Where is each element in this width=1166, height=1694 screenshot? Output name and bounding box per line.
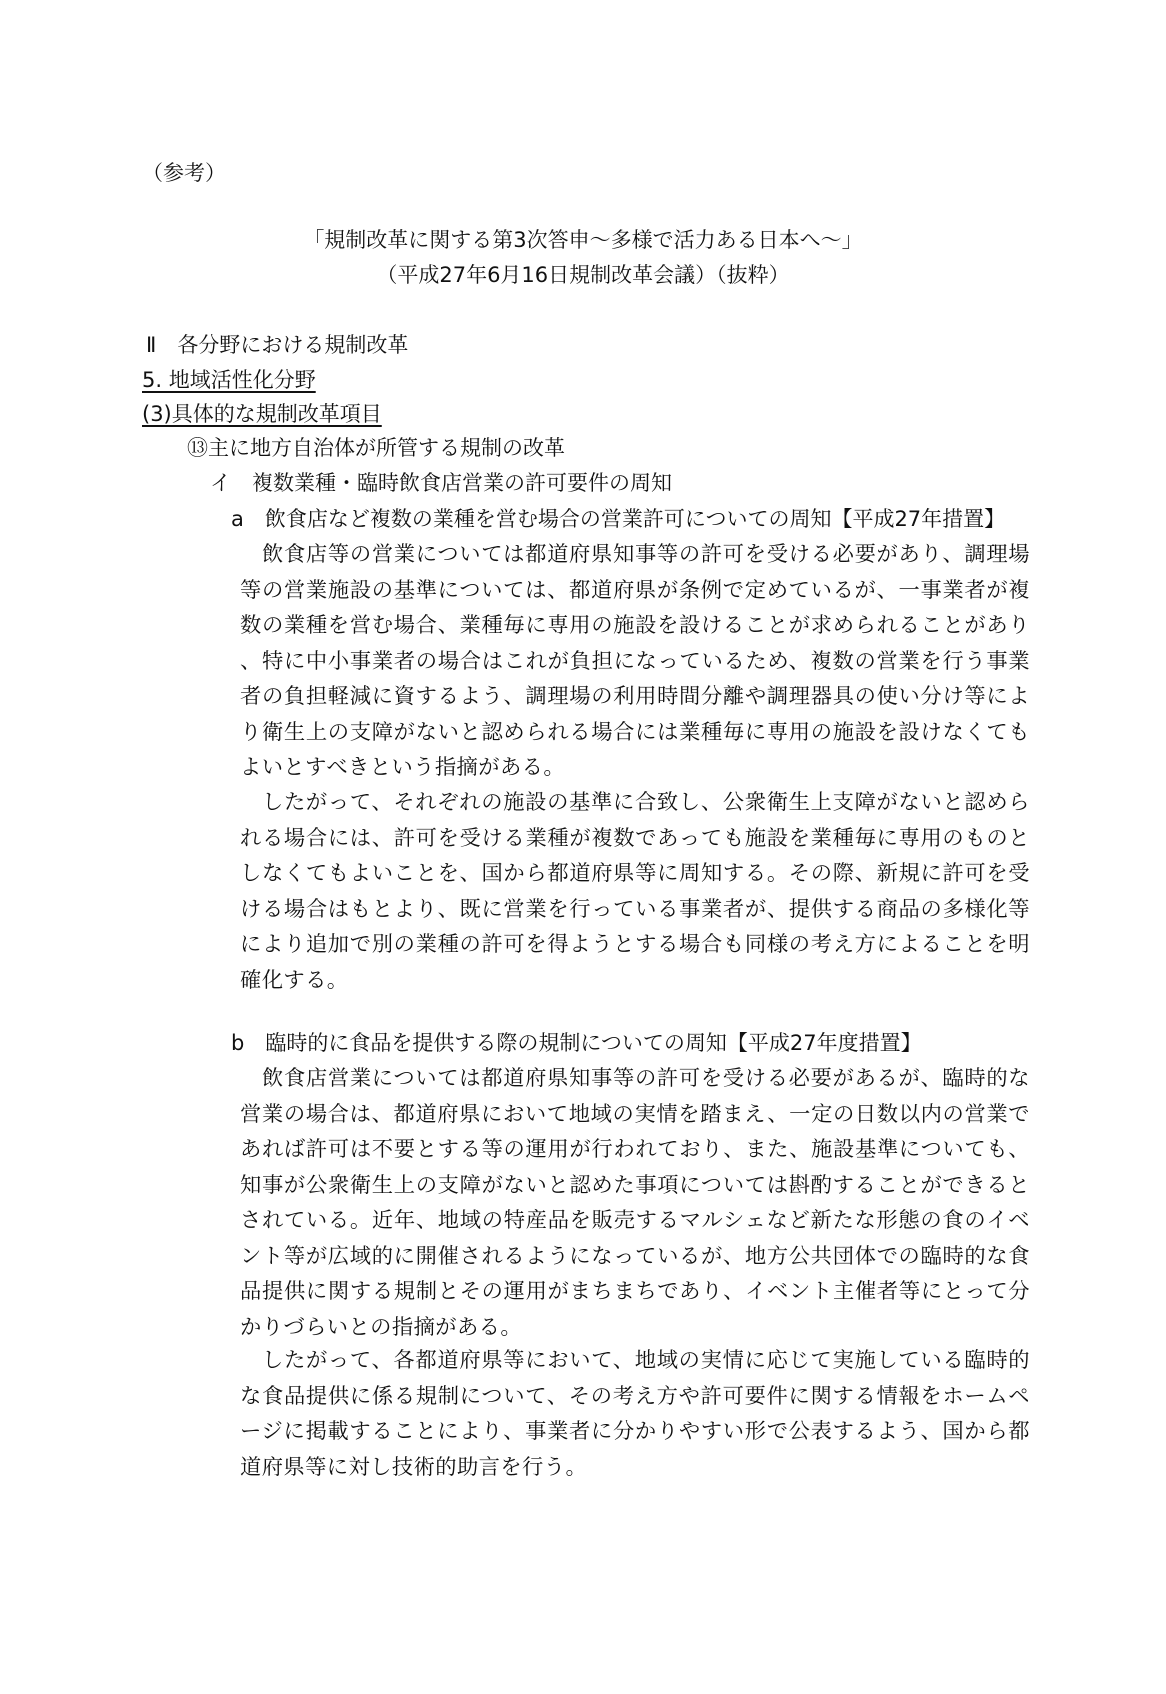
item-b-paragraph-2: したがって、各都道府県等において、地域の実情に応じて実施している臨時的な食品提供に係る規制について、その考え方や許可要件に関する情報をホームページに掲載することにより、事業者に分かりやすい形で公表するよう、国から都道府県等に対し技術的助言を行う。 [240,1348,1030,1480]
report-title: 「規制改革に関する第3次答申～多様で活力ある日本へ～」 [303,228,863,252]
section-heading: 5. 地域活性化分野 [142,368,316,392]
item-b-heading: b 臨時的に食品を提供する際の規制についての周知【平成27年度措置】 [231,1031,922,1055]
item-b-paragraph-1: 飲食店営業については都道府県知事等の許可を受ける必要があるが、臨時的な営業の場合は、都道府県において地域の実情を踏まえ、一定の日数以内の営業であれば許可は不要とする等の運用が行われており、また、施設基準についても、知事が公衆衛生上の支障がないと認めた事項については斟酌することができるとされている。近年、地域の特産品を販売するマルシェなど新たな形態の食のイベント等が広域的に開催されるようになっているが、地方公共団体での臨時的な食品提供に関する規制とその運用がまちまちであり、イベント主催者等にとって分かりづらいとの指摘がある。 [240,1066,1030,1340]
subitem-heading: イ 複数業種・臨時飲食店営業の許可要件の周知 [210,471,672,495]
reference-label: （参考） [142,161,226,185]
chapter-heading: Ⅱ 各分野における規制改革 [146,333,409,357]
report-subtitle: （平成27年6月16日規制改革会議）（抜粋） [376,263,790,287]
item-heading: ⑬主に地方自治体が所管する規制の改革 [187,436,565,460]
item-a-paragraph-2: したがって、それぞれの施設の基準に合致し、公衆衛生上支障がないと認められる場合には、許可を受ける業種が複数であっても施設を業種毎に専用のものとしなくてもよいことを、国から都道府県等に周知する。その際、新規に許可を受ける場合はもとより、既に営業を行っている事業者が、提供する商品の多様化等により追加で別の業種の許可を得ようとする場合も同様の考え方によることを明確化する。 [240,790,1030,993]
item-a-heading: a 飲食店など複数の業種を営む場合の営業許可についての周知【平成27年措置】 [231,507,1006,531]
item-a-paragraph-1: 飲食店等の営業については都道府県知事等の許可を受ける必要があり、調理場等の営業施設の基準については、都道府県が条例で定めているが、一事業者が複数の業種を営む場合、業種毎に専用の施設を設けることが求められることがあり、特に中小事業者の場合はこれが負担になっているため、複数の営業を行う事業者の負担軽減に資するよう、調理場の利用時間分離や調理器具の使い分け等により衛生上の支障がないと認められる場合には業種毎に専用の施設を設けなくてもよいとすべきという指摘がある。 [240,542,1030,780]
subsection-heading: (3)具体的な規制改革項目 [142,402,382,426]
